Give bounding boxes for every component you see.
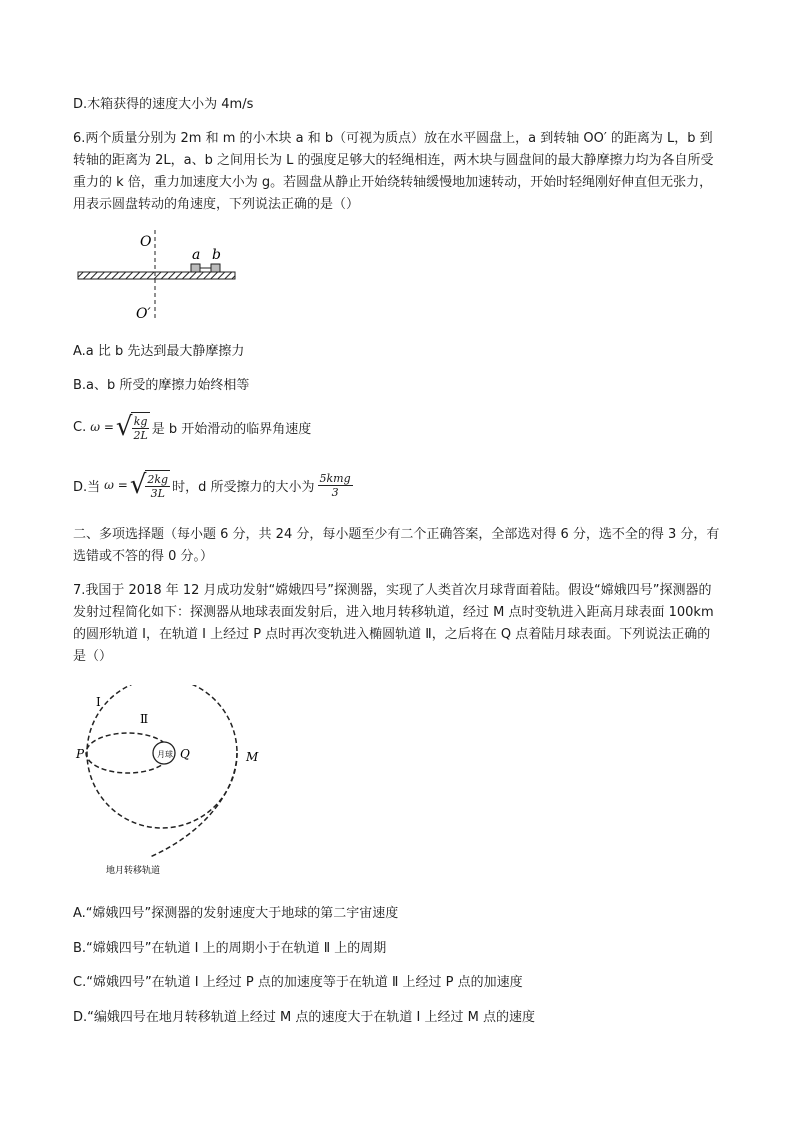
fraction xyxy=(145,473,170,500)
option-c-prefix: C. xyxy=(73,419,87,435)
label-oprime: O′ xyxy=(136,306,151,322)
label-b: b xyxy=(212,247,221,263)
fraction-denominator: 3 xyxy=(331,485,339,499)
option-d-text: 时，d 所受擦力的大小为 xyxy=(172,479,315,495)
q6-option-c xyxy=(73,412,311,442)
block-a xyxy=(191,264,200,272)
moon-label: 月球 xyxy=(157,750,173,759)
transfer-orbit xyxy=(150,753,237,857)
section-heading: 二、多项选择题（每小题 6 分，共 24 分，每小题至少有二个正确答案，全部选对得 6 分，选不全的得 3 分，有选错或不答的得 0 分。） xyxy=(73,527,720,564)
label-orbit-i: I xyxy=(96,695,101,709)
q7-option-b: B.“嫦娥四号”在轨道 Ⅰ 上的周期小于在轨道 Ⅱ 上的周期 xyxy=(73,941,387,956)
label-a: a xyxy=(192,247,201,263)
q6-option-a: A.a 比 b 先达到最大静摩擦力 xyxy=(73,344,245,359)
omega-equals: ω = xyxy=(90,420,114,434)
q7-option-a: A.“嫦娥四号”探测器的发射速度大于地球的第二宇宙速度 xyxy=(73,906,399,921)
q6-stem: 6.两个质量分别为 2m 和 m 的小木块 a 和 b（可视为质点）放在水平圆盘上，a 到转轴 OO′ 的距离为 L，b 到转轴的距离为 2L，a、b 之间用长为 L 的强度足够大的轻绳相连，两木块与圆盘间的最大静摩擦力均为各自所受重力的 k 倍，重力加速度大小为 g。若圆盘从静止开始绕转轴缓慢地加速转动，开始时轻绳刚好伸直但无张力，用表示圆盘转动的角速度，下列说法正确的是（） xyxy=(73,131,714,212)
label-orbit-ii: Ⅱ xyxy=(140,712,149,726)
fraction-denominator: 2L xyxy=(133,428,148,442)
friction-fraction xyxy=(318,472,353,499)
option-c-text: 是 b 开始滑动的临界角速度 xyxy=(151,421,312,437)
label-q: Q xyxy=(180,747,190,761)
label-p: P xyxy=(76,747,85,761)
label-m: M xyxy=(246,750,259,764)
sqrt-expression: √ $\frac{kg}{2L}$ xyxy=(115,412,148,442)
block-b xyxy=(211,264,220,272)
q7-option-d: D.“编娥四号在地月转移轨道上经过 M 点的速度大于在轨道 I 上经过 M 点的速度 xyxy=(73,1010,535,1025)
q6-option-d xyxy=(73,470,353,500)
fraction-numerator: kg xyxy=(133,414,148,428)
q5-option-d: D.木箱获得的速度大小为 4m/s xyxy=(73,97,254,112)
turntable xyxy=(78,272,235,279)
q6-option-b: B.a、b 所受的摩擦力始终相等 xyxy=(73,378,250,393)
sqrt-expression: √ $\frac{2kg}{3L}$ xyxy=(129,470,169,500)
fraction-numerator: 5kmg xyxy=(319,471,351,485)
fraction-denominator: 3L xyxy=(150,486,165,500)
q7-stem: 7.我国于 2018 年 12 月成功发射“嫦娥四号”探测器，实现了人类首次月球背面着陆。假设“嫦娥四号”探测器的发射过程简化如下：探测器从地球表面发射后，进入地月转移轨道，经过 M 点时变轨进入距高月球表面 100km 的圆形轨道 I，在轨道 I 上经过 P 点时再次变轨进入椭圆轨道 Ⅱ，之后将在 Q 点着陆月球表面。下列说法正确的是（） xyxy=(73,583,714,664)
omega-equals: ω = xyxy=(104,478,128,492)
fraction-numerator: 2kg xyxy=(147,472,169,486)
q7-option-c: C.“嫦娥四号”在轨道 I 上经过 P 点的加速度等于在轨道 Ⅱ 上经过 P 点的加速度 xyxy=(73,975,523,990)
q7-figure xyxy=(70,685,270,880)
label-transfer-orbit: 地月转移轨道 xyxy=(106,866,161,876)
label-o: O xyxy=(140,234,152,250)
option-d-prefix: D.当 xyxy=(73,479,101,495)
fraction xyxy=(131,415,149,442)
q6-figure xyxy=(70,228,245,328)
